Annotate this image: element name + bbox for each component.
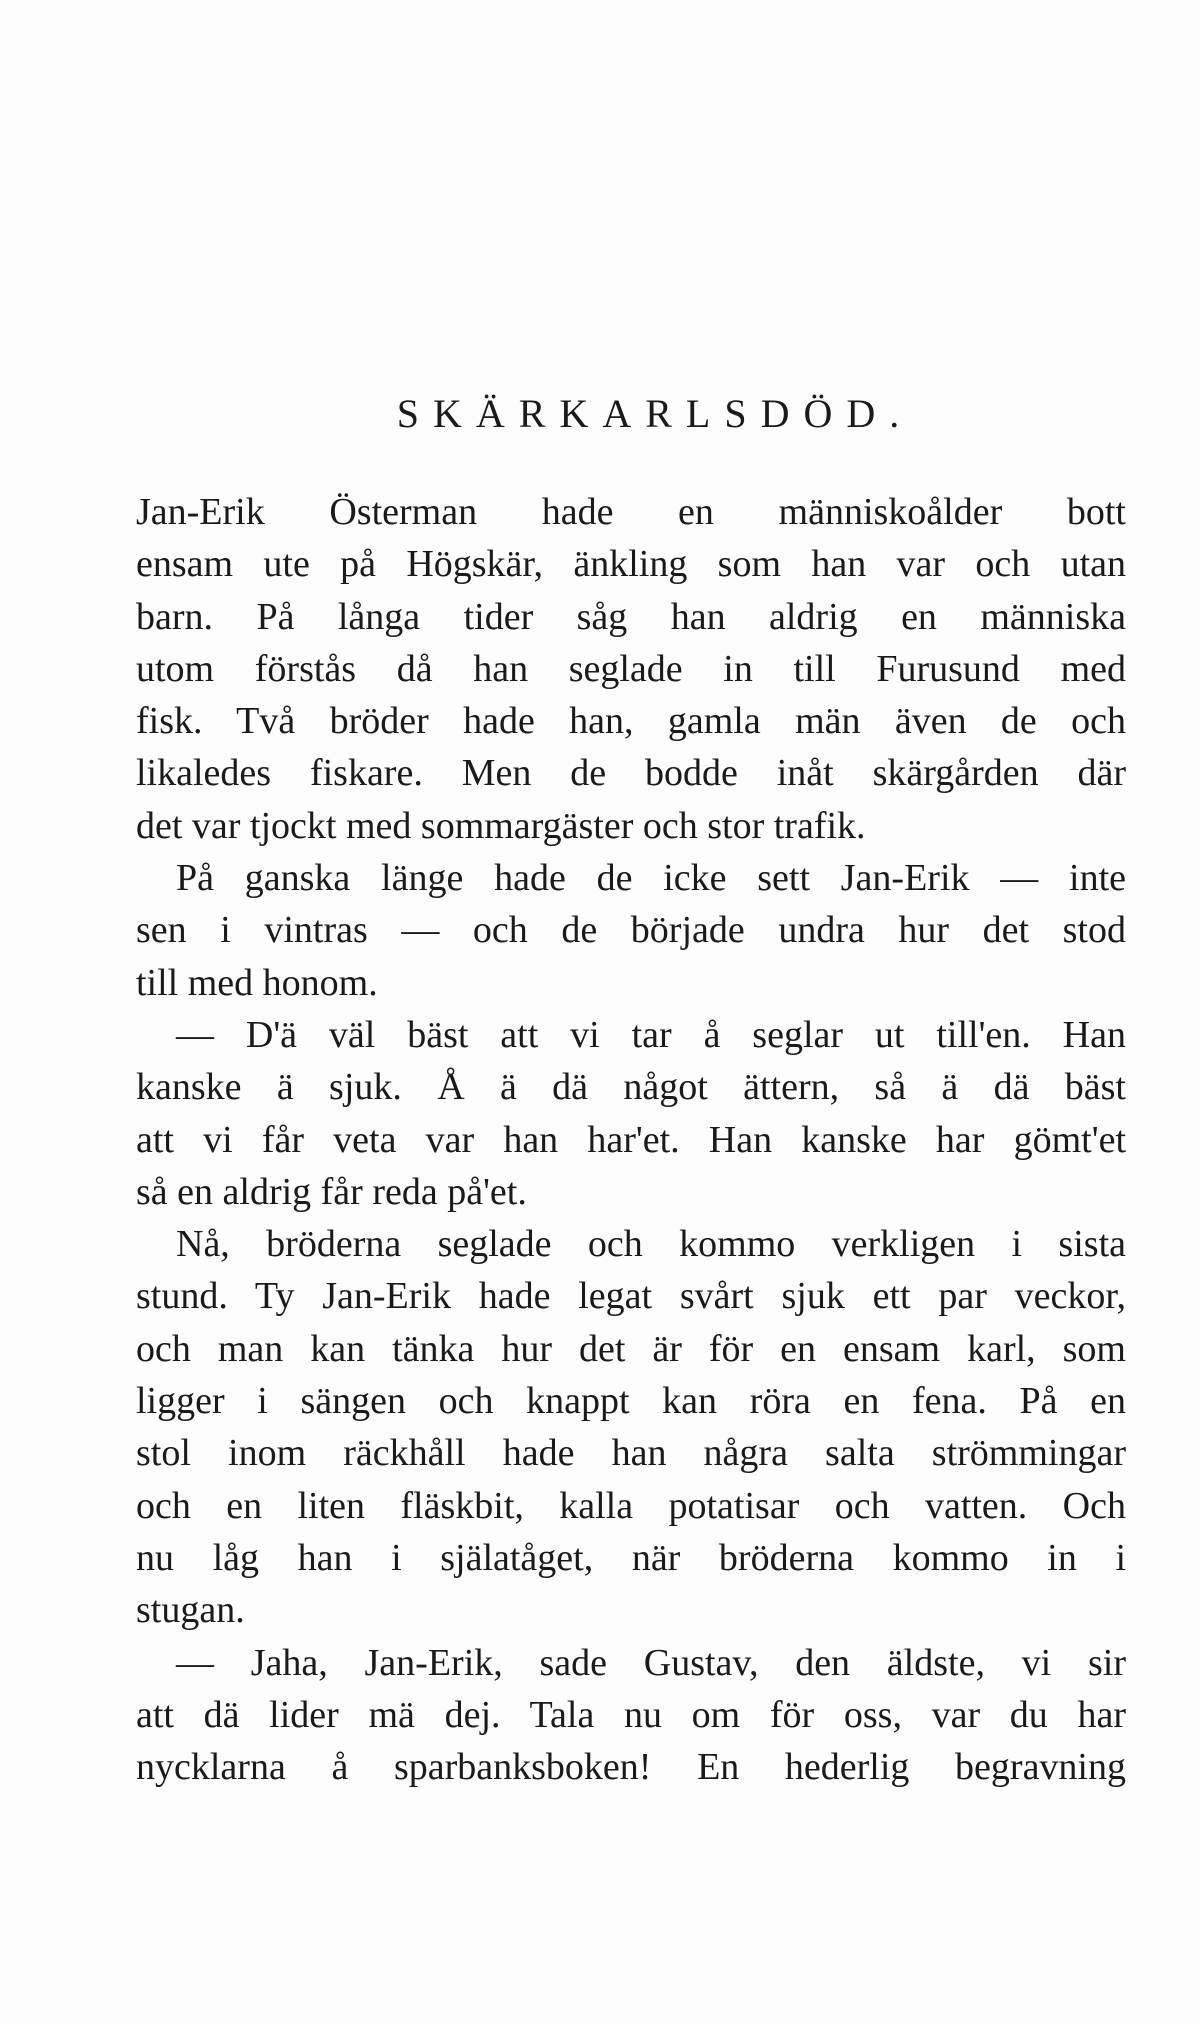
text-line: På ganska länge hade de icke sett Jan-Erik — inte <box>176 857 1126 900</box>
text-line: till med honom. <box>136 961 378 1004</box>
text-line: — D'ä väl bäst att vi tar å seglar ut till'en. Han <box>176 1013 1126 1056</box>
text-line: stund. Ty Jan-Erik hade legat svårt sjuk ett par veckor, <box>136 1275 1126 1318</box>
text-line: barn. På långa tider såg han aldrig en människa <box>136 595 1126 638</box>
text-line: nycklarna å sparbanksboken! En hederlig begravning <box>136 1746 1126 1789</box>
text-line: att dä lider mä dej. Tala nu om för oss, var du har <box>136 1693 1126 1736</box>
text-line: nu låg han i själatåget, när bröderna kommo in i <box>136 1536 1126 1579</box>
text-line: Jan-Erik Österman hade en människoålder bott <box>136 491 1126 533</box>
body-text <box>136 486 1126 1793</box>
text-line: det var tjockt med sommargäster och stor trafik. <box>136 804 866 847</box>
text-line: Nå, bröderna seglade och kommo verkligen i sista <box>176 1223 1126 1266</box>
chapter-title: SKÄRKARLSDÖD. <box>396 391 914 436</box>
text-line: stugan. <box>136 1589 245 1632</box>
text-line: utom förstås då han seglade in till Furusund med <box>136 647 1126 690</box>
text-line: så en aldrig får reda på'et. <box>136 1170 527 1213</box>
text-line: ensam ute på Högskär, änkling som han var och utan <box>136 543 1126 586</box>
text-line: kanske ä sjuk. Å ä dä något ättern, så ä dä bäst <box>136 1066 1126 1109</box>
text-line: att vi får veta var han har'et. Han kanske har gömt'et <box>136 1118 1126 1161</box>
text-line: sen i vintras — och de började undra hur det stod <box>136 909 1126 952</box>
text-line: likaledes fiskare. Men de bodde inåt skärgården där <box>136 752 1126 795</box>
text-line: stol inom räckhåll hade han några salta strömmingar <box>136 1432 1126 1475</box>
text-line: — Jaha, Jan-Erik, sade Gustav, den äldste, vi sir <box>176 1641 1126 1684</box>
text-line: ligger i sängen och knappt kan röra en fena. På en <box>136 1380 1126 1423</box>
text-line: och man kan tänka hur det är för en ensam karl, som <box>136 1327 1126 1370</box>
text-line: fisk. Två bröder hade han, gamla män även de och <box>136 700 1126 743</box>
text-line: och en liten fläskbit, kalla potatisar och vatten. Och <box>136 1484 1126 1527</box>
